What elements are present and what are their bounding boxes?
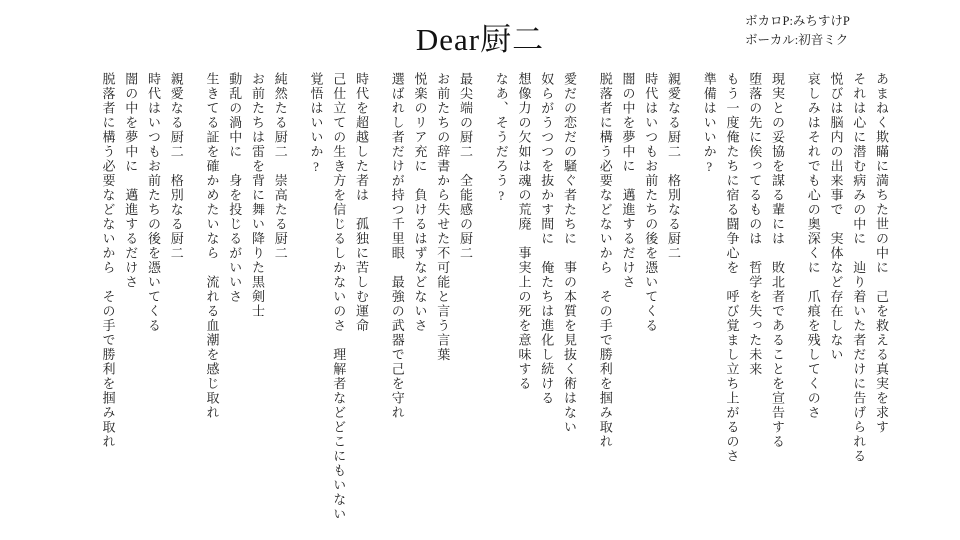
lyric-line: 時代を超越した者は 孤独に苦しむ運命 — [354, 72, 369, 333]
stanza — [801, 72, 892, 530]
stanza — [593, 72, 684, 530]
lyric-line: お前たちは雷を背に舞い降りた黒剣士 — [250, 72, 265, 319]
lyric-line: それは心に潜む病みの中に 辿り着いた者だけに告げられる — [851, 72, 867, 464]
credit-vocal: ボーカル:初音ミク — [745, 33, 849, 48]
lyric-line: もう一度俺たちに宿る闘争心を 呼び覚まし立ち上がるのさ — [724, 72, 740, 464]
stanza — [697, 72, 788, 530]
lyric-line: 堕落の先に俟ってるものは 哲学を失った未来 — [747, 72, 763, 377]
lyric-line: 時代はいつもお前たちの後を憑いてくる — [146, 72, 161, 333]
lyrics — [83, 72, 892, 530]
lyric-line: 動乱の渦中に 身を投じるがいいさ — [227, 72, 243, 304]
stanza — [489, 72, 580, 530]
lyric-line: 時代はいつもお前たちの後を憑いてくる — [643, 72, 659, 333]
lyric-line: 闇の中を夢中に 邁進するだけさ — [620, 72, 636, 290]
lyric-line: 想像力の欠如は魂の荒廃 事実上の死を意味する — [516, 72, 532, 391]
stanza — [96, 72, 187, 530]
lyric-line: 選ばれし者だけが持つ千里眼 最強の武器で己を守れ — [389, 72, 405, 420]
stanza — [385, 72, 476, 530]
lyric-line: あまねく欺瞞に満ちた世の中に 己を救える真実を求す — [874, 72, 889, 435]
credits-block — [745, 12, 850, 51]
lyric-line: 奴らがうつつを抜かす間に 俺たちは進化し続ける — [539, 72, 555, 406]
lyric-line: 最尖端の厨二 全能感の厨二 — [458, 72, 473, 261]
lyric-line: なあ、そうだろう? — [493, 72, 509, 205]
lyric-line: 哀しみはそれでも心の奥深くに 爪痕を残してくのさ — [805, 72, 821, 420]
lyric-line: 脱落者に構う必要などないから その手で勝利を掴み取れ — [100, 72, 116, 449]
lyric-line: 脱落者に構う必要などないから その手で勝利を掴み取れ — [597, 72, 613, 449]
lyric-line: 準備はいいか? — [701, 72, 717, 176]
lyric-line: 悦楽のリア充に 負けるはずなどないさ — [412, 72, 428, 333]
lyric-line: 悦びは脳内の出来事で 実体など存在しない — [828, 72, 844, 362]
lyric-line: 生きてる証を確かめたいなら 流れる血潮を感じ取れ — [204, 72, 220, 420]
stanza — [200, 72, 291, 530]
lyric-line: 覚悟はいいか? — [308, 72, 324, 176]
lyric-line: 闇の中を夢中に 邁進するだけさ — [123, 72, 139, 290]
lyric-line: 現実との妥協を謀る輩には 敗北者であることを宣告する — [770, 72, 785, 449]
lyric-line: 愛だの恋だの騒ぐ者たちに 事の本質を見抜く術はない — [562, 72, 577, 435]
lyric-line: 親愛なる厨二 格別なる厨二 — [666, 72, 681, 261]
lyric-line: お前たちの辞書から失せた不可能と言う言葉 — [435, 72, 451, 362]
stanza — [304, 72, 372, 530]
page-title: Dear厨二 — [415, 22, 545, 57]
lyric-line: 己仕立ての生き方を信じるしかないのさ 理解者などどこにもいない — [331, 72, 347, 522]
lyric-line: 親愛なる厨二 格別なる厨二 — [168, 72, 184, 261]
lyric-line: 純然たる厨二 崇高たる厨二 — [272, 72, 288, 261]
credit-producer: ボカロP:みちすけP — [745, 14, 850, 28]
